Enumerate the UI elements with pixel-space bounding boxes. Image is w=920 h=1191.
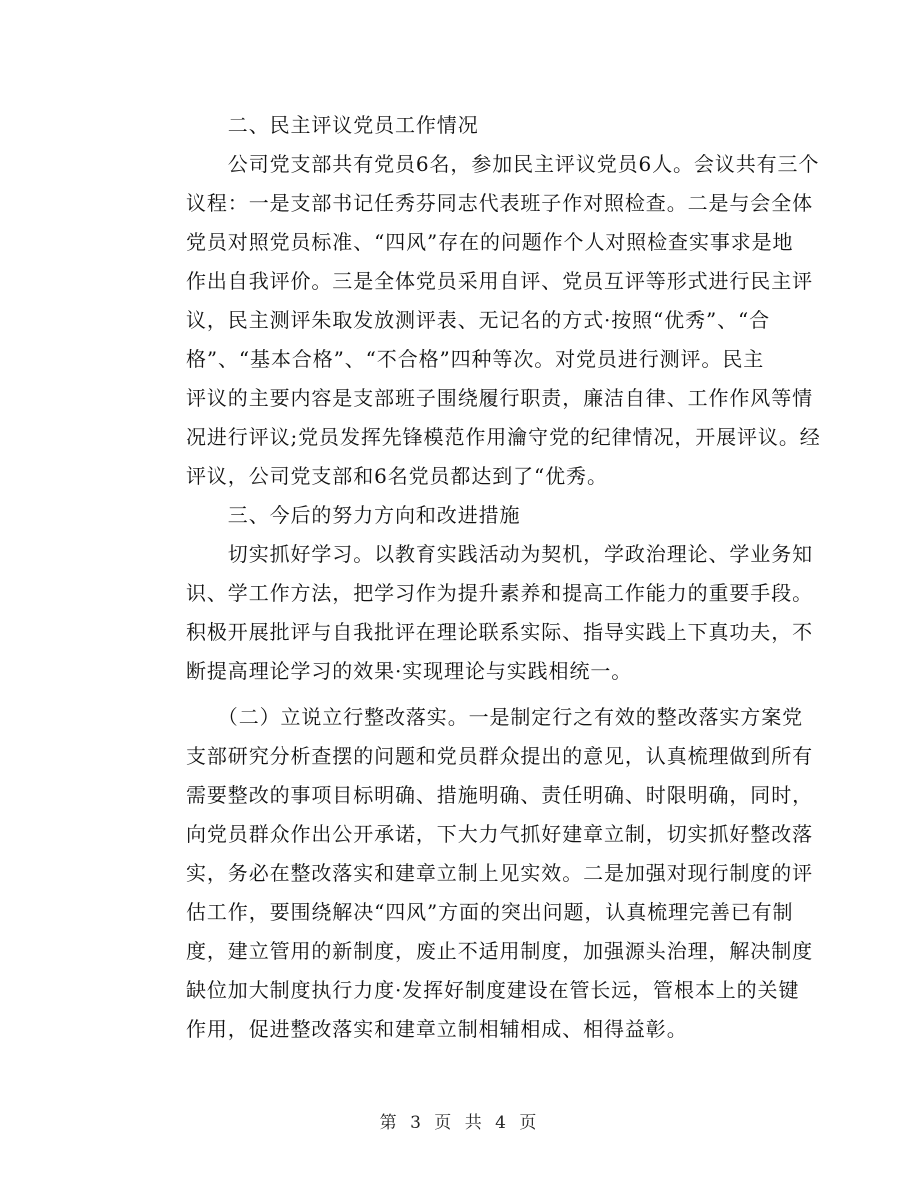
text-block-2 [186,698,813,1049]
text-line: 二、民主评议党员工作情况 [186,113,479,137]
text-line: 评议的主要内容是支部班子围绕履行职责，廉洁自律、工作作风等情 [186,386,813,410]
paragraph-gap [186,691,786,698]
text-line: 作出自我评价。三是全体党员采用自评、党员互评等形式进行民主评 [186,269,813,293]
text-line: 格”、“基本合格”、“不合格”四种等次。对党员进行测评。民主 [186,347,765,371]
text-line: 向党员群众作出公开承诺，下大力气抓好建章立制，切实抓好整改落 [186,822,813,846]
text-line: 议程：一是支部书记任秀芬同志代表班子作对照检查。二是与会全体 [186,191,813,215]
text-line: 需要整改的事项目标明确、措施明确、责任明确、时限明确，同时， [186,783,813,807]
text-line: 况进行评议;党员发挥先锋模范作用瀹守党的纪律情况，开展评议。经 [186,425,821,449]
text-line: 议，民主测评朱取发放测评表、无记名的方式·按照“优秀”、“合 [186,308,771,332]
text-line: 作用，促进整改落实和建章立制相辅相成、相得益彰。 [186,1017,688,1041]
document-body [186,106,821,1049]
text-line: 断提高理论学习的效果·实现理论与实践相统一。 [186,659,633,683]
text-line: 估工作，要围绕解决“四风”方面的突出问题，认真梳理完善已有制 [186,900,794,924]
text-line: 积极开展批评与自我批评在理论联系实际、指导实践上下真功夫，不 [186,620,813,644]
text-line: （二）立说立行整改落实。一是制定行之有效的整改落实方案党 [186,705,803,729]
text-line: 实，务必在整改落实和建章立制上见实效。二是加强对现行制度的评 [186,861,813,885]
text-line: 公司党支部共有党员6名，参加民主评议党员6人。会议共有三个 [186,152,820,176]
text-line: 评议，公司党支部和6名党员都达到了“优秀。 [186,464,608,488]
text-line: 识、学工作方法，把学习作为提升素养和提高工作能力的重要手段。 [186,581,813,605]
text-block-1 [186,106,821,691]
text-line: 度，建立管用的新制度，废止不适用制度，加强源头治理，解决制度 [186,939,813,963]
text-line: 切实抓好学习。以教育实践活动为契机，学政治理论、学业务知 [186,542,813,566]
text-line: 三、今后的努力方向和改进措施 [186,503,521,527]
text-line: 党员对照党员标准、“四风”存在的问题作个人对照检查实事求是地 [186,230,794,254]
page-number-footer: 第 3 页 共 4 页 [379,1113,541,1133]
text-line: 支部研究分析查摆的问题和党员群众提出的意见，认真梳理做到所有 [186,744,813,768]
text-line: 缺位加大制度执行力度·发挥好制度建设在管长远，管根本上的关键 [186,978,800,1002]
